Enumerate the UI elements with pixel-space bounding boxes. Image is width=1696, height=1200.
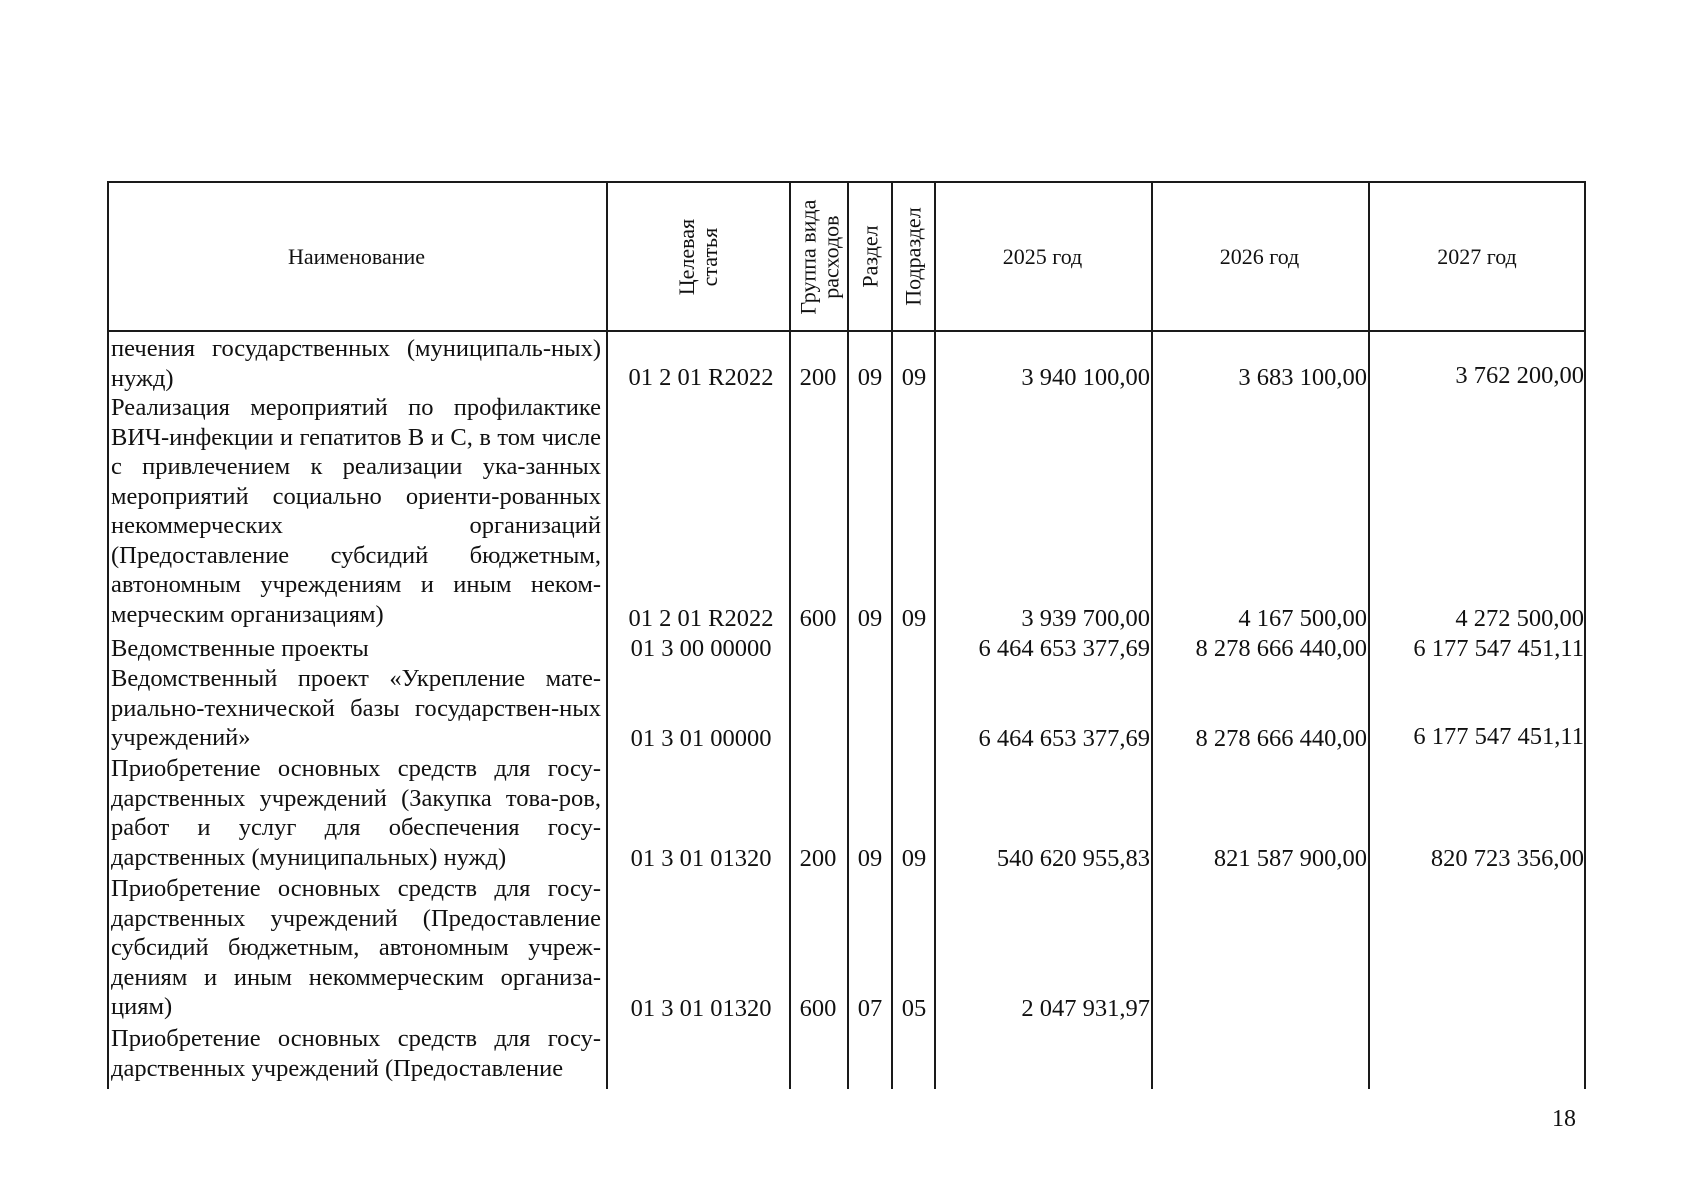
row-amount-2025: 3 939 700,00 <box>1021 605 1150 632</box>
header-name <box>108 183 605 331</box>
header-year-2026 <box>1153 183 1366 331</box>
row-name-text: Приобретение основных средств для госу-дарственных учреждений (Предоставление <box>111 1025 601 1082</box>
col-border-name <box>606 181 608 1089</box>
row-expense-group: 600 <box>799 995 837 1022</box>
row-amount-2027: 4 272 500,00 <box>1455 605 1584 632</box>
row-section: 09 <box>857 845 883 872</box>
row-amount-2025: 2 047 931,97 <box>1021 995 1150 1022</box>
header-year-2025 <box>936 183 1149 331</box>
header-subsection <box>893 183 934 331</box>
table-row-name <box>111 334 601 393</box>
row-amount-2027: 820 723 356,00 <box>1430 845 1584 872</box>
row-amount-2027: 6 177 547 451,11 <box>1413 723 1584 750</box>
row-target-code: 01 2 01 R2022 <box>628 605 774 632</box>
table-row-name <box>111 664 601 753</box>
row-name-text: Ведомственные проекты <box>111 635 369 662</box>
row-section: 09 <box>857 605 883 632</box>
col-border-section <box>891 181 893 1089</box>
row-amount-2027: 3 762 200,00 <box>1455 362 1584 389</box>
row-amount-2025: 6 464 653 377,69 <box>978 725 1150 752</box>
row-target-code: 01 2 01 R2022 <box>628 364 774 391</box>
header-year-2027-label: 2027 год <box>1437 244 1517 270</box>
header-subsection-label: Подраздел <box>900 207 926 307</box>
table-row-name <box>111 393 601 629</box>
header-name-label: Наименование <box>287 244 426 270</box>
header-target-line2: статья <box>697 227 723 287</box>
header-year-2027 <box>1370 183 1584 331</box>
row-target-code: 01 3 00 00000 <box>630 635 772 662</box>
col-border-left <box>107 181 109 1089</box>
header-expense-group <box>791 183 847 331</box>
header-expense-line2: расходов <box>818 215 844 299</box>
row-subsection: 09 <box>901 845 927 872</box>
row-target-code: 01 3 01 01320 <box>630 845 772 872</box>
header-target-article <box>608 183 789 331</box>
header-target-article-label <box>675 219 721 295</box>
row-expense-group: 600 <box>799 605 837 632</box>
row-target-code: 01 3 01 00000 <box>630 725 772 752</box>
row-name-text: Приобретение основных средств для госу-дарственных учреждений (Закупка това-ров, работ и услуг для обеспечения госу-дарственных (муниципальных) нужд) <box>111 755 601 871</box>
row-name-text: Реализация мероприятий по профилактике ВИЧ-инфекции и гепатитов В и С, в том числе с привлечением к реализации ука-занных мероприятий социально ориенти-рованных некоммерческих организаций (Предоставление субсидий бюджетным, автономным учреждениям и иным неком-мерческим организациям) <box>111 394 601 628</box>
row-name-text: Ведомственный проект «Укрепление мате-риально-технической базы государствен-ных учреждений» <box>111 665 601 751</box>
row-amount-2026: 4 167 500,00 <box>1238 605 1367 632</box>
row-amount-2026: 8 278 666 440,00 <box>1195 635 1367 662</box>
header-year-2025-label: 2025 год <box>1002 244 1083 270</box>
row-name-text: печения государственных (муниципаль-ных) нужд) <box>111 335 601 392</box>
row-subsection: 05 <box>901 995 927 1022</box>
col-border-expense <box>847 181 849 1089</box>
row-amount-2026: 8 278 666 440,00 <box>1195 725 1367 752</box>
row-name-text: Приобретение основных средств для госу-дарственных учреждений (Предоставление субсидий бюджетным, автономным учреж-дениям и иным некоммерческим организа-циям) <box>111 875 601 1020</box>
header-expense-group-label <box>796 200 842 315</box>
table-row-name <box>111 874 601 1022</box>
table-row-name <box>111 634 601 664</box>
row-expense-group: 200 <box>799 364 837 391</box>
row-subsection: 09 <box>901 605 927 632</box>
row-amount-2027: 6 177 547 451,11 <box>1413 635 1584 662</box>
row-amount-2025: 3 940 100,00 <box>1021 364 1150 391</box>
row-section: 09 <box>857 364 883 391</box>
row-section: 07 <box>857 995 883 1022</box>
header-expense-line1: Группа вида <box>794 199 820 315</box>
header-year-2026-label: 2026 год <box>1219 244 1300 270</box>
header-target-line1: Целевая <box>674 218 700 296</box>
row-amount-2026: 3 683 100,00 <box>1238 364 1367 391</box>
row-amount-2025: 540 620 955,83 <box>996 845 1150 872</box>
row-subsection: 09 <box>901 364 927 391</box>
col-border-right <box>1584 181 1586 1089</box>
table-row-name <box>111 754 601 872</box>
row-amount-2026: 821 587 900,00 <box>1213 845 1367 872</box>
row-target-code: 01 3 01 01320 <box>630 995 772 1022</box>
table-row-name <box>111 1024 601 1083</box>
page-number: 18 <box>1552 1106 1576 1132</box>
header-section-label: Раздел <box>857 225 883 289</box>
header-section <box>849 183 891 331</box>
row-amount-2025: 6 464 653 377,69 <box>978 635 1150 662</box>
row-expense-group: 200 <box>799 845 837 872</box>
